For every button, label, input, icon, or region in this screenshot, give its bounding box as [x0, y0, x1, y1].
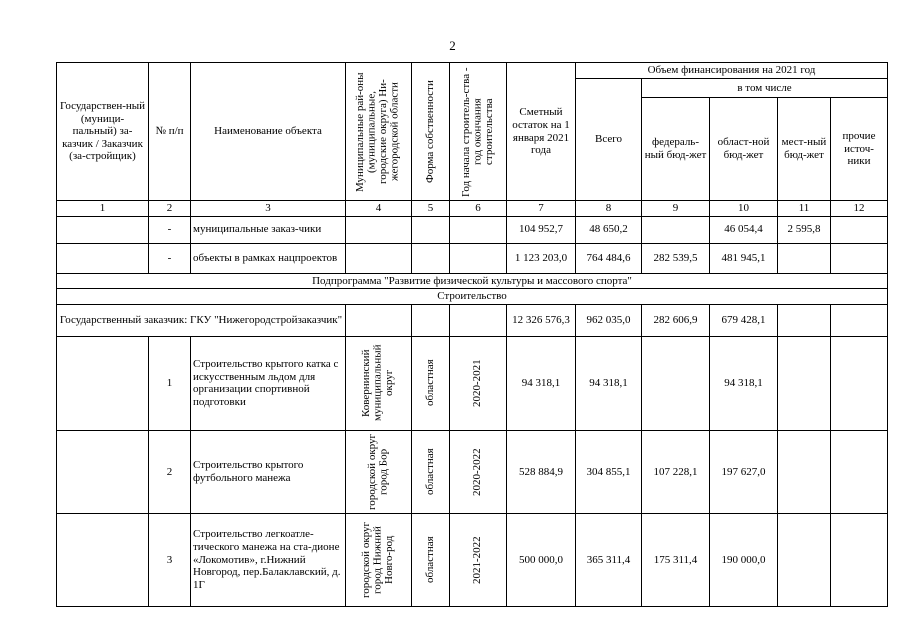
- empty-cell: [57, 243, 149, 273]
- table-row: [57, 513, 888, 606]
- empty-cell: [57, 216, 149, 243]
- other-value: [831, 243, 888, 273]
- other-value: [831, 430, 888, 513]
- col-number: 7: [507, 201, 576, 217]
- empty-cell: [412, 216, 450, 243]
- col-number: 5: [412, 201, 450, 217]
- federal-value: 175 311,4: [642, 513, 710, 606]
- table-row: [57, 216, 888, 243]
- row-number: 1: [149, 336, 191, 430]
- total-value: 94 318,1: [576, 336, 642, 430]
- header-customer: Государствен-ный (муници-пальный) за-казчик / Заказчик (за-стройщик): [57, 63, 149, 201]
- municipality-cell: [346, 513, 412, 606]
- total-value: 365 311,4: [576, 513, 642, 606]
- customer-row: [57, 304, 888, 336]
- col-number: 4: [346, 201, 412, 217]
- page-number: 2: [449, 38, 456, 53]
- object-name: Строительство легкоатле-тического манежа на ста-дионе «Локомотив», г.Нижний Новгород, пер.Балаклавский, д. 1Г: [191, 513, 346, 606]
- object-name: муниципальные заказ-чики: [191, 216, 346, 243]
- header-years-cell: [450, 63, 507, 201]
- header-federal: федераль-ный бюд-жет: [642, 98, 710, 201]
- ownership-cell: [412, 336, 450, 430]
- row-number: -: [149, 243, 191, 273]
- municipality: Ковернинский муниципальный округ: [360, 345, 396, 422]
- table-row: [57, 336, 888, 430]
- empty-cell: [450, 304, 507, 336]
- regional-value: 94 318,1: [710, 336, 778, 430]
- local-value: [778, 243, 831, 273]
- header-including: в том числе: [642, 79, 888, 98]
- municipality: городской округ город Бор: [365, 433, 390, 510]
- table-row: [57, 430, 888, 513]
- regional-value: 46 054,4: [710, 216, 778, 243]
- municipality-cell: [346, 430, 412, 513]
- row-number: 3: [149, 513, 191, 606]
- header-municipality-cell: [346, 63, 412, 201]
- customer-name: Государственный заказчик: ГКУ "Нижегородстройзаказчик": [57, 304, 346, 336]
- local-value: [778, 336, 831, 430]
- financing-table: [56, 62, 888, 607]
- federal-value: 107 228,1: [642, 430, 710, 513]
- row-number: 2: [149, 430, 191, 513]
- col-number: 12: [831, 201, 888, 217]
- header-funding: Объем финансирования на 2021 год: [576, 63, 888, 79]
- col-number: 8: [576, 201, 642, 217]
- object-name: Строительство крытого катка с искусственным льдом для организации спортивной подготовки: [191, 336, 346, 430]
- other-value: [831, 216, 888, 243]
- header-ownership-cell: [412, 63, 450, 201]
- federal-value: 282 539,5: [642, 243, 710, 273]
- regional-value: 190 000,0: [710, 513, 778, 606]
- header-ownership: Форма собственности: [423, 80, 436, 183]
- col-number: 10: [710, 201, 778, 217]
- municipality-cell: [346, 336, 412, 430]
- ownership: областная: [423, 536, 436, 584]
- local-value: [778, 430, 831, 513]
- empty-cell: [346, 243, 412, 273]
- col-number: 2: [149, 201, 191, 217]
- object-name: Строительство крытого футбольного манежа: [191, 430, 346, 513]
- empty-cell: [57, 513, 149, 606]
- other-value: [831, 336, 888, 430]
- construction-years: 2021-2022: [471, 536, 484, 584]
- subprogram-title: Подпрограмма "Развитие физической культуры и массового спорта": [57, 273, 888, 289]
- estimate-value: 104 952,7: [507, 216, 576, 243]
- empty-cell: [57, 430, 149, 513]
- empty-cell: [450, 216, 507, 243]
- regional-value: 197 627,0: [710, 430, 778, 513]
- header-estimate: Сметный остаток на 1 января 2021 года: [507, 63, 576, 201]
- table-row: [57, 243, 888, 273]
- regional-value: 679 428,1: [710, 304, 778, 336]
- col-number: 9: [642, 201, 710, 217]
- row-number: -: [149, 216, 191, 243]
- col-number: 6: [450, 201, 507, 217]
- empty-cell: [450, 243, 507, 273]
- col-number: 1: [57, 201, 149, 217]
- header-number: № п/п: [149, 63, 191, 201]
- empty-cell: [412, 243, 450, 273]
- estimate-value: 94 318,1: [507, 336, 576, 430]
- empty-cell: [412, 304, 450, 336]
- ownership-cell: [412, 430, 450, 513]
- header-other: прочие источ-ники: [831, 98, 888, 201]
- local-value: [778, 513, 831, 606]
- header-municipality: Муниципальные рай-оны (муниципальные, городские округа) Ни-жегородской области: [354, 71, 402, 192]
- regional-value: 481 945,1: [710, 243, 778, 273]
- years-cell: [450, 430, 507, 513]
- years-cell: [450, 513, 507, 606]
- total-value: 764 484,6: [576, 243, 642, 273]
- federal-value: [642, 216, 710, 243]
- empty-cell: [346, 304, 412, 336]
- construction-years: 2020-2022: [471, 448, 484, 496]
- header-total: Всего: [576, 79, 642, 201]
- header-years: Год начала строитель-ства - год окончания строительства: [459, 66, 495, 197]
- empty-cell: [778, 304, 831, 336]
- header-regional: област-ной бюд-жет: [710, 98, 778, 201]
- total-value: 48 650,2: [576, 216, 642, 243]
- estimate-value: 1 123 203,0: [507, 243, 576, 273]
- estimate-value: 500 000,0: [507, 513, 576, 606]
- empty-cell: [831, 304, 888, 336]
- federal-value: 282 606,9: [642, 304, 710, 336]
- column-number-row: [57, 201, 888, 217]
- ownership: областная: [423, 448, 436, 496]
- total-value: 304 855,1: [576, 430, 642, 513]
- total-value: 962 035,0: [576, 304, 642, 336]
- empty-cell: [346, 216, 412, 243]
- estimate-value: 12 326 576,3: [507, 304, 576, 336]
- empty-cell: [57, 336, 149, 430]
- local-value: 2 595,8: [778, 216, 831, 243]
- ownership: областная: [423, 360, 436, 407]
- header-object-name: Наименование объекта: [191, 63, 346, 201]
- header-local: мест-ный бюд-жет: [778, 98, 831, 201]
- col-number: 11: [778, 201, 831, 217]
- estimate-value: 528 884,9: [507, 430, 576, 513]
- object-name: объекты в рамках нацпроектов: [191, 243, 346, 273]
- municipality: городской округ город Нижний Новго-род: [360, 521, 396, 598]
- col-number: 3: [191, 201, 346, 217]
- ownership-cell: [412, 513, 450, 606]
- federal-value: [642, 336, 710, 430]
- construction-years: 2020-2021: [471, 359, 484, 408]
- other-value: [831, 513, 888, 606]
- section-title: Строительство: [57, 289, 888, 305]
- years-cell: [450, 336, 507, 430]
